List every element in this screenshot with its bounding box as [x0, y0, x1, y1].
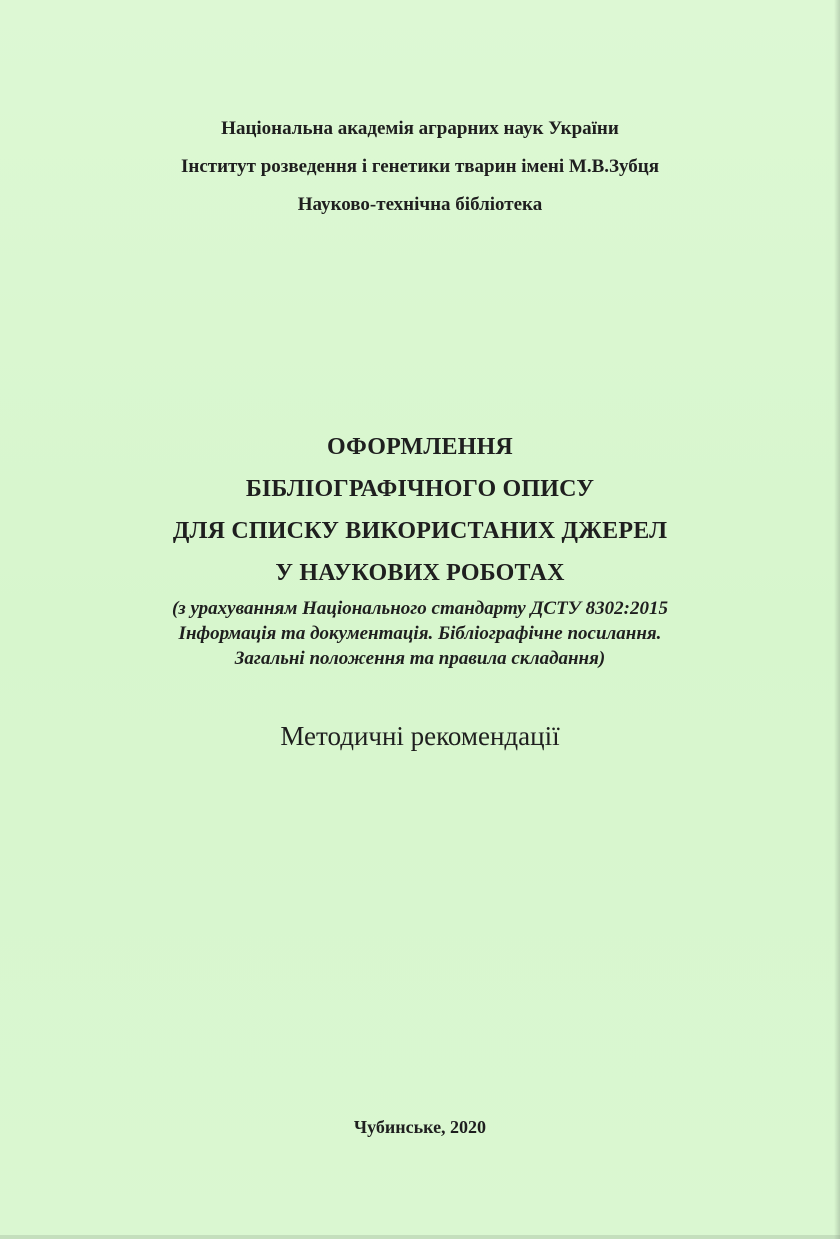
document-subtitle	[0, 596, 840, 671]
document-type: Методичні рекомендації	[280, 721, 560, 751]
institution-header	[0, 110, 840, 224]
academy-name: Національна академія аграрних наук України	[221, 118, 619, 139]
institute-name: Інститут розведення і генетики тварин імені М.В.Зубця	[180, 156, 660, 177]
title-line-1: ОФОРМЛЕННЯ	[327, 434, 513, 460]
title-line-2: БІБЛІОГРАФІЧНОГО ОПИСУ	[245, 476, 595, 502]
title-line-3: ДЛЯ СПИСКУ ВИКОРИСТАНИХ ДЖЕРЕЛ	[172, 518, 668, 544]
document-title	[0, 426, 840, 594]
place-and-year: Чубинське, 2020	[353, 1117, 487, 1137]
page-bottom-edge	[0, 1235, 840, 1239]
title-line-4: У НАУКОВИХ РОБОТАХ	[275, 560, 565, 586]
library-name: Науково-технічна бібліотека	[297, 194, 543, 215]
subtitle-line-2: Інформація та документація. Бібліографічне посилання.	[178, 623, 662, 644]
subtitle-line-1: (з урахуванням Національного стандарту ДСТУ 8302:2015	[171, 598, 668, 619]
page-edge-shadow	[834, 0, 840, 1239]
subtitle-line-3: Загальні положення та правила складання)	[234, 648, 606, 669]
